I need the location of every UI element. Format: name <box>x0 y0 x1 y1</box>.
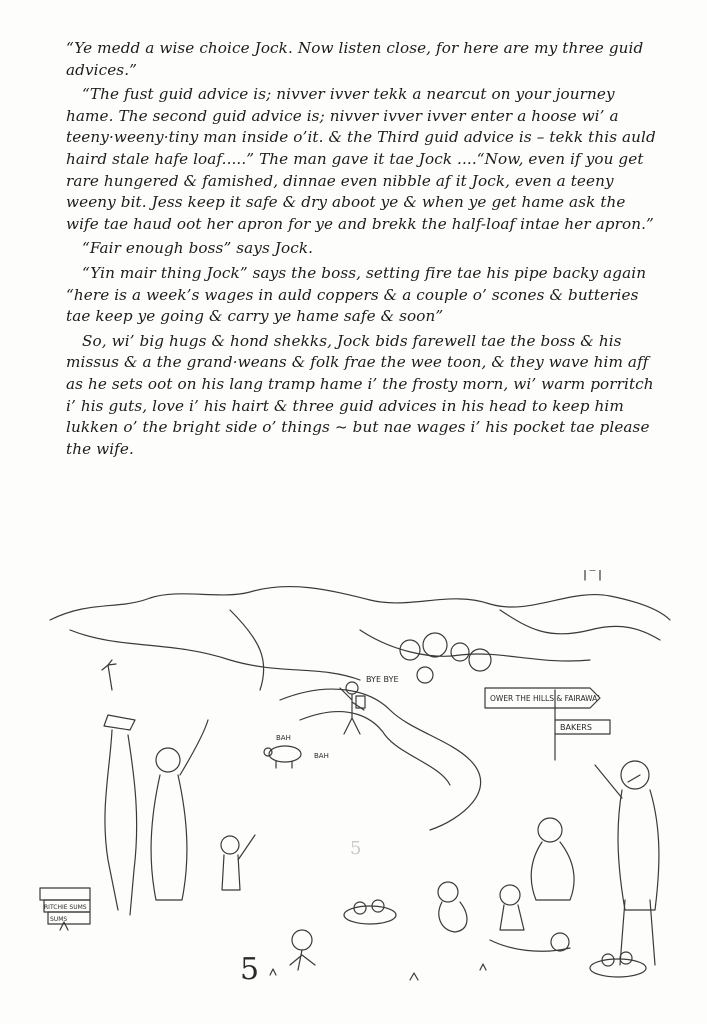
baker-figure <box>595 761 659 965</box>
small-creature <box>290 930 315 970</box>
signpost-label: OWER THE HILLS & FAIRAWA’ <box>490 694 600 703</box>
family-group <box>40 660 255 924</box>
page-number: 5 <box>240 952 260 987</box>
paragraph-5: So, wi’ big hugs & hond shekks, Jock bids farewell tae the boss & his missus & a the grand·weans & folk frae the wee toon, & they wave him aff as he sets oot on his lang tramp hame i’ the frosty morn, wi’ warm porritch i’ his guts, love i’ his hairt & three guid advices in his head to keep him lukken o’ the bright side o’ things ~ but nae wages i’ his pocket tae please the wife. <box>66 331 654 458</box>
bakers-sign-label: BAKERS <box>560 723 592 732</box>
paragraph-1: “Ye medd a wise choice Jock. Now listen close, for here are my three guid advices.” <box>66 39 644 79</box>
castle-icon <box>585 570 600 580</box>
paragraph-4: “Yin mair thing Jock” says the boss, setting fire tae his pipe backy again “here is a week’s wages in auld coppers & a couple o’ scones & butteries tae keep ye going & carry ye hame safe & soon” <box>66 263 647 326</box>
speech-bye-bye: BYE BYE <box>366 675 399 684</box>
book-label: RITCHIE SUMS <box>44 904 87 911</box>
children-group <box>438 818 574 951</box>
paragraph-2: “The fust guid advice is; nivver ivver tekk a nearcut on your journey hame. The second guid advice is; nivver ivver ivver enter a hoose wi’ a teeny·weeny·tiny man inside o’it. & the Third guid advice is – tekk this auld haird stale hafe loaf.....” The man gave it tae Jock ....“Now, even if you get rare hungered & famished, dinnae even nibble af it Jock, even a teeny weeny bit. Jess keep it safe & dry aboot ye & when ye get hame ask the wife tae haud oot her apron for ye and brekk the half-loaf intae her apron.” <box>66 85 656 233</box>
book-label-2: SUMS <box>50 916 68 923</box>
sheep <box>264 746 301 768</box>
story-text <box>66 38 656 463</box>
faint-page-number: 5 <box>350 838 362 859</box>
farewell-illustration <box>30 570 680 1010</box>
paragraph-3: “Fair enough boss” says Jock. <box>82 239 314 258</box>
road <box>280 689 481 830</box>
sheep-bah-2: BAH <box>314 752 329 760</box>
hills-outline <box>50 587 670 620</box>
sheep-bah-1: BAH <box>276 734 291 742</box>
